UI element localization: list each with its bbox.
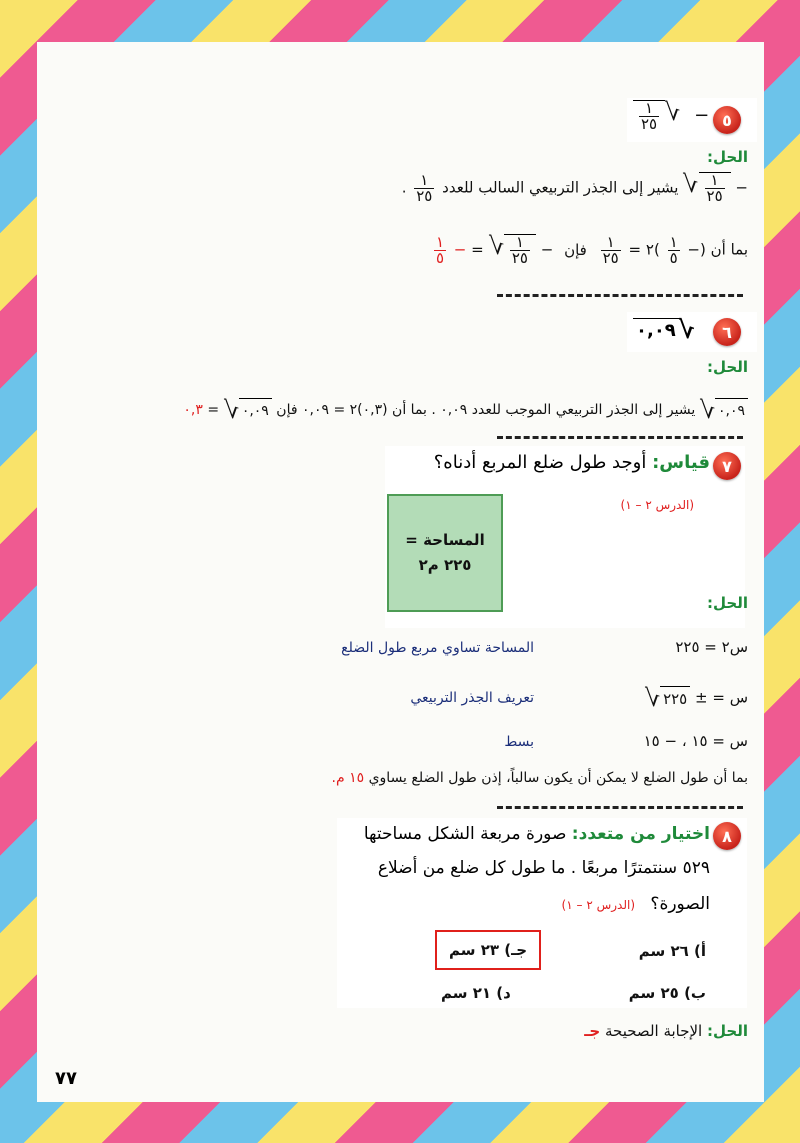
q5-sqrt: $\frac{١}{٢٥}$ √ <box>633 100 680 132</box>
q7-solution-label: الحل: <box>707 594 748 612</box>
q7-square-figure: المساحة = ٢٢٥ م٢ <box>387 494 503 612</box>
q5-line1: − $\frac{١}{٢٥}$ √ يشير إلى الجذر التربيعي السالب للعدد $\frac{١}{٢٥}$ . <box>401 170 748 205</box>
radical-icon: √ <box>644 684 661 712</box>
radical-icon: √ <box>665 98 681 126</box>
q5-expression: $\frac{١}{٢٥}$ √ − <box>633 100 709 132</box>
q8-option-d[interactable]: د) ٢١ سم <box>441 984 511 1002</box>
q7-step2-math: س = ± ٢٢٥ √ <box>644 684 748 712</box>
divider-1 <box>497 294 743 297</box>
q7-step3-math: س = ١٥ ، − ١٥ <box>643 732 748 750</box>
q8-question-line1: اختيار من متعدد: صورة مربعة الشكل مساحتها <box>363 824 710 844</box>
q7-step1-math: س٢ = ٢٢٥ <box>675 638 748 656</box>
q7-question: قياس: أوجد طول ضلع المربع أدناه؟ <box>433 452 710 473</box>
q8-option-a[interactable]: أ) ٢٦ سم <box>638 942 706 960</box>
q6-line: ٠,٠٩ √ يشير إلى الجذر التربيعي الموجب للعدد ٠,٠٩ . بما أن (٠,٣)٢ = ٠,٠٩ فإن ٠,٠٩ √ = ٠,٣ <box>183 398 748 422</box>
divider-3 <box>497 806 743 809</box>
q8-question-line3: الصورة؟ (الدرس ٢ – ١) <box>561 894 710 914</box>
worksheet-page <box>37 42 764 1102</box>
q5-line2: بما أن (− $\frac{١}{٥}$ )٢ = $\frac{١}{٢٥}$ فإن − $\frac{١}{٢٥}$ √ = − $\frac{١}{٥}$ <box>435 232 748 267</box>
q7-number-badge: ٧ <box>713 452 741 480</box>
q5-answer: $\frac{١}{٥}$ <box>435 232 445 267</box>
q7-step1-reason: المساحة تساوي مربع طول الضلع <box>341 640 534 656</box>
q6-solution-label: الحل: <box>707 358 748 376</box>
q8-question-line2: ٥٢٩ سنتمترًا مربعًا . ما طول كل ضلع من أضلاع <box>377 858 710 878</box>
q5-number-badge: ٥ <box>713 106 741 134</box>
q7-conclusion: بما أن طول الضلع لا يمكن أن يكون سالباً، إذن طول الضلع يساوي ١٥ م. <box>331 770 748 786</box>
radical-icon: √ <box>678 316 695 344</box>
q8-option-c-correct[interactable]: جـ) ٢٣ سم <box>435 930 541 970</box>
q7-step2-reason: تعريف الجذر التربيعي <box>410 690 534 706</box>
q6-expression: ٠,٠٩ √ <box>633 318 695 342</box>
q5-solution-label: الحل: <box>707 148 748 166</box>
q8-answer-line: الحل: الإجابة الصحيحة جـ <box>584 1022 748 1040</box>
divider-2 <box>497 436 743 439</box>
q8-number-badge: ٨ <box>713 822 741 850</box>
q7-lesson-ref: (الدرس ٢ – ١) <box>620 498 694 512</box>
q6-number-badge: ٦ <box>713 318 741 346</box>
q6-answer: ٠,٣ <box>183 402 203 418</box>
q7-step3-reason: بسط <box>504 734 534 750</box>
q8-option-b[interactable]: ب) ٢٥ سم <box>628 984 706 1002</box>
page-number: ٧٧ <box>55 1068 77 1089</box>
